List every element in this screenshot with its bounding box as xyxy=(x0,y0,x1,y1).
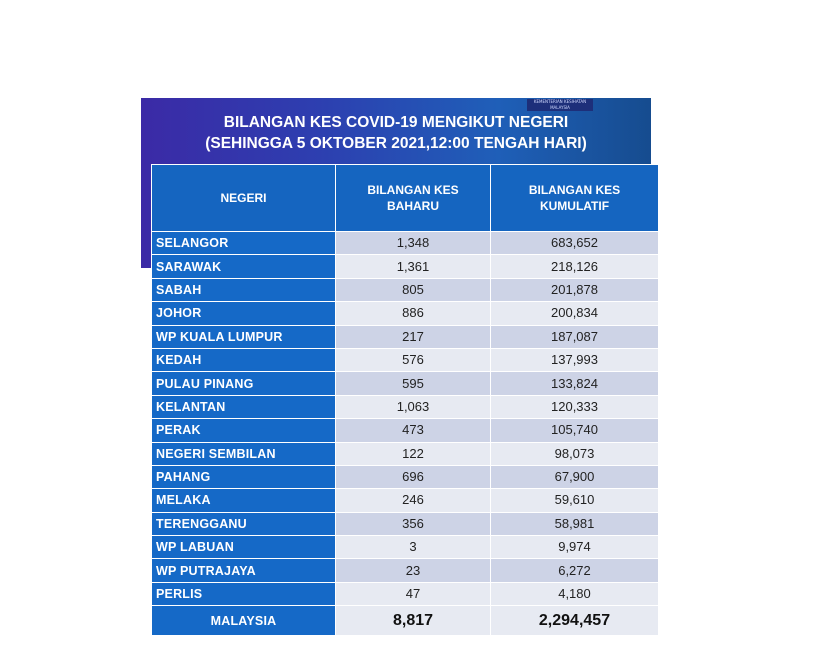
table-header-row xyxy=(152,165,659,232)
table-row xyxy=(152,536,659,559)
cumulative-cases: 120,333 xyxy=(491,395,659,418)
new-cases: 1,348 xyxy=(336,232,491,255)
state-name: PAHANG xyxy=(152,465,336,488)
table-row xyxy=(152,442,659,465)
table-row xyxy=(152,489,659,512)
covid-cases-table xyxy=(151,164,659,636)
cumulative-cases: 200,834 xyxy=(491,302,659,325)
cumulative-cases: 58,981 xyxy=(491,512,659,535)
total-row xyxy=(152,606,659,636)
table-row xyxy=(152,395,659,418)
state-name: PULAU PINANG xyxy=(152,372,336,395)
table-row xyxy=(152,325,659,348)
cumulative-cases: 67,900 xyxy=(491,465,659,488)
state-name: TERENGGANU xyxy=(152,512,336,535)
state-name: MELAKA xyxy=(152,489,336,512)
table-row xyxy=(152,278,659,301)
title-line-1: BILANGAN KES COVID-19 MENGIKUT NEGERI xyxy=(223,114,569,131)
header-cumulative-cases: BILANGAN KES KUMULATIF xyxy=(491,165,659,232)
table-row xyxy=(152,559,659,582)
new-cases: 356 xyxy=(336,512,491,535)
cumulative-cases: 187,087 xyxy=(491,325,659,348)
state-name: KEDAH xyxy=(152,348,336,371)
state-name: JOHOR xyxy=(152,302,336,325)
page-title xyxy=(141,112,651,154)
total-cumulative-cases: 2,294,457 xyxy=(491,606,659,636)
table-row xyxy=(152,302,659,325)
new-cases: 1,361 xyxy=(336,255,491,278)
state-name: WP PUTRAJAYA xyxy=(152,559,336,582)
cumulative-cases: 218,126 xyxy=(491,255,659,278)
cumulative-cases: 59,610 xyxy=(491,489,659,512)
new-cases: 47 xyxy=(336,582,491,605)
state-name: WP KUALA LUMPUR xyxy=(152,325,336,348)
cumulative-cases: 98,073 xyxy=(491,442,659,465)
table-row xyxy=(152,255,659,278)
cumulative-cases: 4,180 xyxy=(491,582,659,605)
new-cases: 696 xyxy=(336,465,491,488)
cumulative-cases: 201,878 xyxy=(491,278,659,301)
cumulative-cases: 6,272 xyxy=(491,559,659,582)
state-name: SELANGOR xyxy=(152,232,336,255)
table-row xyxy=(152,232,659,255)
cumulative-cases: 9,974 xyxy=(491,536,659,559)
table-row xyxy=(152,465,659,488)
new-cases: 805 xyxy=(336,278,491,301)
state-name: WP LABUAN xyxy=(152,536,336,559)
new-cases: 595 xyxy=(336,372,491,395)
cumulative-cases: 683,652 xyxy=(491,232,659,255)
table-row xyxy=(152,348,659,371)
new-cases: 3 xyxy=(336,536,491,559)
cumulative-cases: 137,993 xyxy=(491,348,659,371)
title-line-2: (SEHINGGA 5 OKTOBER 2021,12:00 TENGAH HARI) xyxy=(205,135,587,152)
new-cases: 122 xyxy=(336,442,491,465)
state-name: KELANTAN xyxy=(152,395,336,418)
cumulative-cases: 105,740 xyxy=(491,419,659,442)
table-row xyxy=(152,419,659,442)
new-cases: 1,063 xyxy=(336,395,491,418)
cumulative-cases: 133,824 xyxy=(491,372,659,395)
state-name: PERLIS xyxy=(152,582,336,605)
total-label: MALAYSIA xyxy=(152,606,336,636)
header-new-cases: BILANGAN KES BAHARU xyxy=(336,165,491,232)
header-state: NEGERI xyxy=(152,165,336,232)
new-cases: 576 xyxy=(336,348,491,371)
state-name: NEGERI SEMBILAN xyxy=(152,442,336,465)
new-cases: 217 xyxy=(336,325,491,348)
total-new-cases: 8,817 xyxy=(336,606,491,636)
table-row xyxy=(152,512,659,535)
table-row xyxy=(152,582,659,605)
new-cases: 473 xyxy=(336,419,491,442)
new-cases: 246 xyxy=(336,489,491,512)
new-cases: 886 xyxy=(336,302,491,325)
state-name: SABAH xyxy=(152,278,336,301)
state-name: PERAK xyxy=(152,419,336,442)
state-name: SARAWAK xyxy=(152,255,336,278)
table-row xyxy=(152,372,659,395)
new-cases: 23 xyxy=(336,559,491,582)
ministry-logo: KEMENTERIAN KESIHATAN MALAYSIA xyxy=(527,99,593,111)
